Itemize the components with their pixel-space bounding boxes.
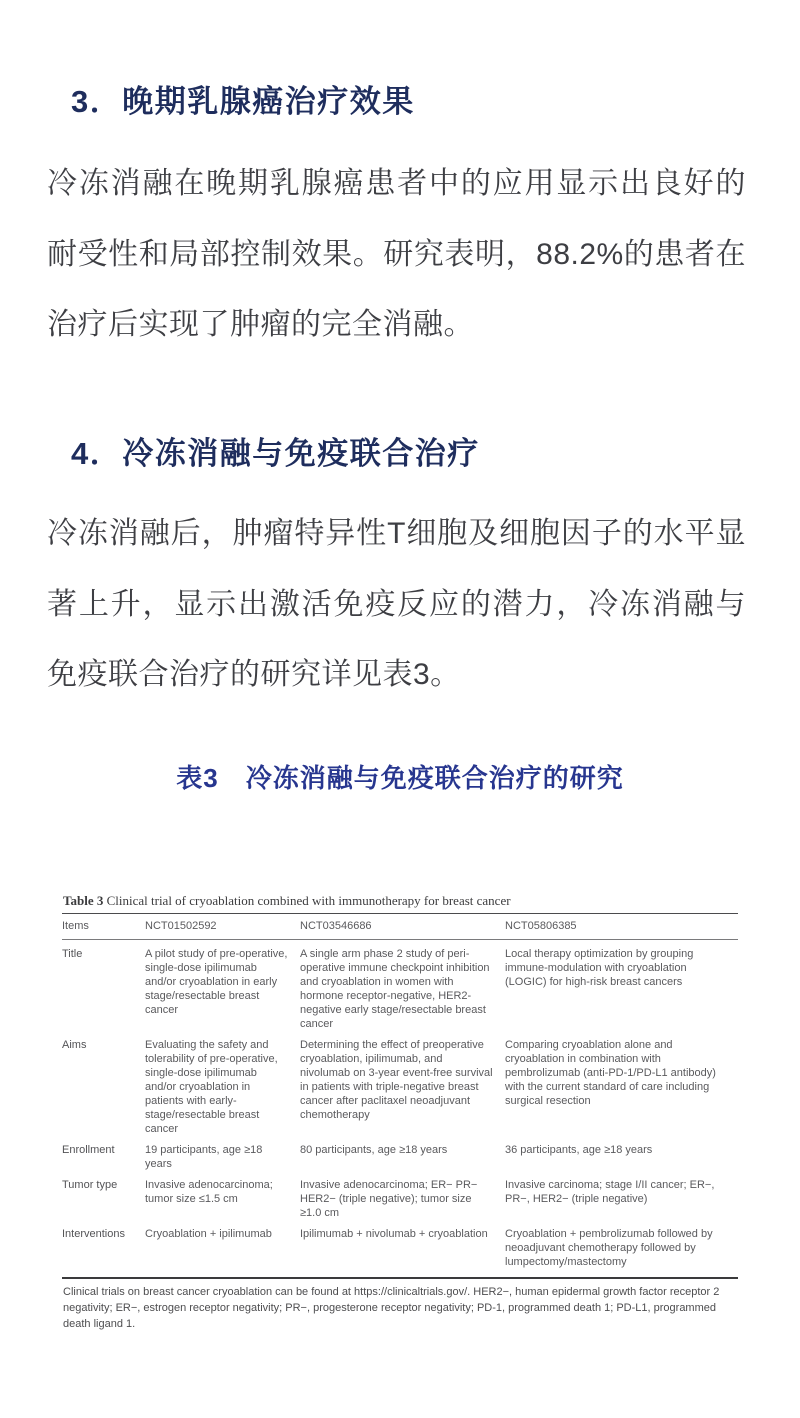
row-label-aims: Aims [62, 1039, 87, 1051]
cell-aims-1: Evaluating the safety and tolerability of pre-operative, single-dose ipilimumab and/or cryoablation in patients with early-stage/resectable breast cancer [145, 1039, 278, 1135]
table-footnote: Clinical trials on breast cancer cryoablation can be found at https://clinicaltrials.gov/. HER2−, human epidermal growth factor receptor 2 negativity; ER−, estrogen receptor negativity; PR−, progesterone receptor negativity; PD-1, programmed death 1; PD-L1, programmed death ligand 1. [63, 1286, 720, 1330]
table3-title-text: Clinical trial of cryoablation combined with immunotherapy for breast cancer [103, 893, 511, 908]
section-4-paragraph: 冷冻消融后，肿瘤特异性T细胞及细胞因子的水平显著上升，显示出激活免疫反应的潜力，冷冻消融与免疫联合治疗的研究详见表3。 [47, 517, 746, 691]
table-row [62, 1220, 738, 1277]
row-label-tumor-type: Tumor type [62, 1179, 118, 1191]
table3-caption: 表3 冷冻消融与免疫联合治疗的研究 [176, 763, 624, 793]
table-row [62, 940, 738, 1031]
section-3-paragraph: 冷冻消融在晚期乳腺癌患者中的应用显示出良好的耐受性和局部控制效果。研究表明，88.2%的患者在治疗后实现了肿瘤的完全消融。 [47, 167, 746, 341]
table-row [62, 1031, 738, 1136]
row-label-enrollment: Enrollment [62, 1144, 115, 1156]
col-header-nct05806385: NCT05806385 [505, 920, 577, 932]
cell-enrollment-3: 36 participants, age ≥18 years [505, 1144, 653, 1156]
cell-tumor-type-3: Invasive carcinoma; stage I/II cancer; ER−, PR−, HER2− (triple negative) [505, 1179, 715, 1205]
col-header-nct01502592: NCT01502592 [145, 920, 217, 932]
section-3-heading: 3．晚期乳腺癌治疗效果 [71, 83, 415, 119]
table-row [62, 1136, 738, 1171]
cell-interventions-1: Cryoablation + ipilimumab [145, 1228, 272, 1240]
cell-tumor-type-1: Invasive adenocarcinoma; tumor size ≤1.5 cm [145, 1179, 273, 1205]
row-label-title: Title [62, 948, 83, 960]
col-header-items: Items [62, 920, 89, 932]
cell-enrollment-2: 80 participants, age ≥18 years [300, 1144, 448, 1156]
table3-title-label: Table 3 [63, 893, 104, 908]
cell-aims-3: Comparing cryoablation alone and cryoablation in combination with pembrolizumab (anti-PD-1/PD-L1 antibody) with the current standard of care including surgical resection [505, 1039, 716, 1107]
cell-enrollment-1: 19 participants, age ≥18 years [145, 1144, 263, 1170]
cell-title-3: Local therapy optimization by grouping immune-modulation with cryoablation (LOGIC) for high-risk breast cancers [505, 948, 694, 988]
cell-interventions-3: Cryoablation + pembrolizumab followed by neoadjuvant chemotherapy followed by lumpectomy/mastectomy [505, 1228, 713, 1268]
table3-figure [62, 893, 738, 1332]
cell-tumor-type-2: Invasive adenocarcinoma; ER− PR− HER2− (triple negative); tumor size ≥1.0 cm [300, 1179, 478, 1219]
table-header-row [62, 914, 738, 939]
col-header-nct03546686: NCT03546686 [300, 920, 372, 932]
cell-title-2: A single arm phase 2 study of peri-operative immune checkpoint inhibition and cryoablation in women with hormone receptor-negative, HER2-negative early stage/resectable breast cancer [300, 948, 490, 1030]
section-4-heading: 4．冷冻消融与免疫联合治疗 [71, 435, 480, 471]
cell-title-1: A pilot study of pre-operative, single-dose ipilimumab and/or cryoablation in early stage/resectable breast cancer [145, 948, 288, 1016]
table3-english-title [63, 893, 738, 909]
table-bottom-rule [62, 1277, 738, 1279]
cell-aims-2: Determining the effect of preoperative cryoablation, ipilimumab, and nivolumab on 3-year event-free survival in patients with triple-negative breast cancer after paclitaxel neoadjuvant chemotherapy [300, 1039, 493, 1121]
table-row [62, 1171, 738, 1220]
cell-interventions-2: Ipilimumab + nivolumab + cryoablation [300, 1228, 488, 1240]
row-label-interventions: Interventions [62, 1228, 125, 1240]
